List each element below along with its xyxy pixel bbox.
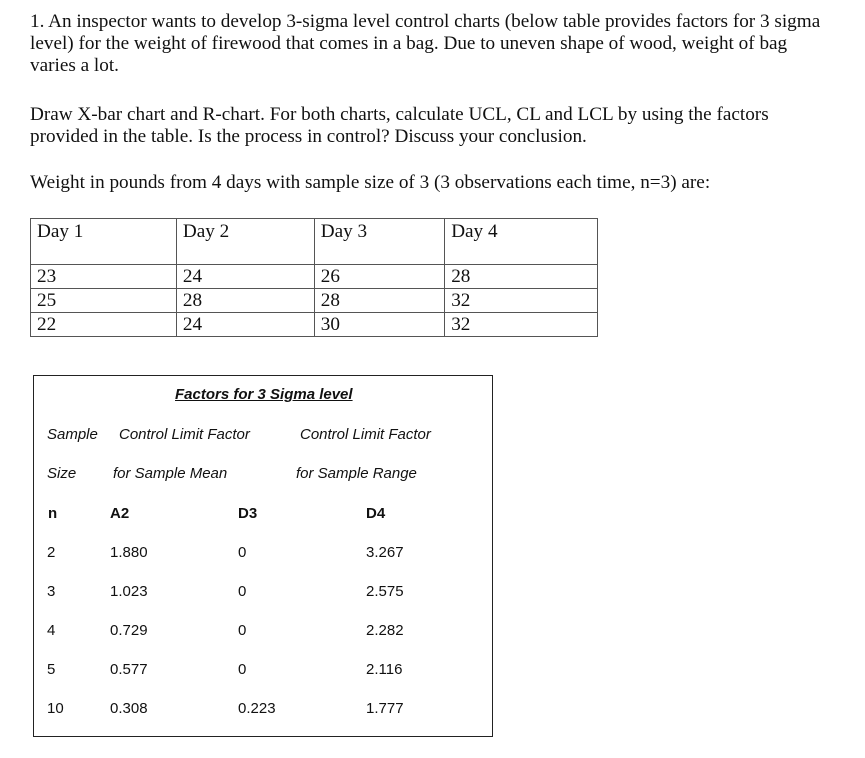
mean-factor-label-line2: for Sample Mean bbox=[113, 465, 228, 482]
question-paragraph-1: 1. An inspector wants to develop 3-sigma level control charts (below table provides factors for 3 sigma level) for the weight of firewood that comes in a bag. Due to uneven shape of wood, weight of bag varies a lot. bbox=[30, 11, 821, 76]
table-cell: 32 bbox=[445, 289, 598, 313]
table-cell: 28 bbox=[176, 289, 314, 313]
factors-title: Factors for 3 Sigma level bbox=[175, 386, 353, 403]
col-header-d3: D3 bbox=[238, 505, 258, 522]
factor-d4: 2.575 bbox=[366, 583, 404, 600]
table-cell: 32 bbox=[445, 313, 598, 337]
factor-d4: 2.116 bbox=[366, 661, 403, 678]
table-cell: 28 bbox=[314, 289, 444, 313]
header-day-2: Day 2 bbox=[176, 219, 314, 265]
range-factor-label-line1: Control Limit Factor bbox=[300, 426, 431, 443]
factor-n: 5 bbox=[47, 661, 56, 678]
table-cell: 28 bbox=[445, 265, 598, 289]
weights-table bbox=[30, 218, 598, 337]
table-cell: 22 bbox=[31, 313, 177, 337]
factors-table-box bbox=[33, 375, 493, 737]
mean-factor-label-line1: Control Limit Factor bbox=[119, 426, 250, 443]
table-row bbox=[31, 289, 598, 313]
size-label: Size bbox=[47, 465, 77, 482]
sample-label: Sample bbox=[47, 426, 98, 443]
table-row bbox=[31, 313, 598, 337]
table-cell: 26 bbox=[314, 265, 444, 289]
header-day-4: Day 4 bbox=[445, 219, 598, 265]
factor-n: 4 bbox=[47, 622, 56, 639]
range-factor-label-line2: for Sample Range bbox=[296, 465, 417, 482]
weights-header-row bbox=[31, 219, 598, 265]
col-header-d4: D4 bbox=[366, 505, 386, 522]
factor-n: 3 bbox=[47, 583, 56, 600]
col-header-a2: A2 bbox=[110, 505, 130, 522]
table-cell: 23 bbox=[31, 265, 177, 289]
question-paragraph-3: Weight in pounds from 4 days with sample size of 3 (3 observations each time, n=3) are: bbox=[30, 172, 711, 193]
factor-d4: 2.282 bbox=[366, 622, 404, 639]
factor-a2: 1.023 bbox=[110, 583, 148, 600]
factor-a2: 0.577 bbox=[110, 661, 148, 678]
factor-d3: 0 bbox=[238, 622, 247, 639]
factor-d3: 0 bbox=[238, 583, 247, 600]
col-header-n: n bbox=[48, 505, 58, 522]
factor-a2: 1.880 bbox=[110, 544, 148, 561]
question-paragraph-2: Draw X-bar chart and R-chart. For both charts, calculate UCL, CL and LCL by using the factors provided in the table. Is the process in control? Discuss your conclusion. bbox=[30, 104, 769, 147]
table-cell: 24 bbox=[176, 265, 314, 289]
table-cell: 24 bbox=[176, 313, 314, 337]
table-cell: 25 bbox=[31, 289, 177, 313]
factor-d3: 0 bbox=[238, 661, 247, 678]
factor-d4: 1.777 bbox=[366, 700, 404, 717]
header-day-3: Day 3 bbox=[314, 219, 444, 265]
factor-n: 2 bbox=[47, 544, 56, 561]
factor-d4: 3.267 bbox=[366, 544, 404, 561]
factor-d3: 0 bbox=[238, 544, 247, 561]
factor-a2: 0.729 bbox=[110, 622, 148, 639]
factor-n: 10 bbox=[47, 700, 64, 717]
factor-a2: 0.308 bbox=[110, 700, 148, 717]
header-day-1: Day 1 bbox=[31, 219, 177, 265]
factor-d3: 0.223 bbox=[238, 700, 276, 717]
table-row bbox=[31, 265, 598, 289]
table-cell: 30 bbox=[314, 313, 444, 337]
